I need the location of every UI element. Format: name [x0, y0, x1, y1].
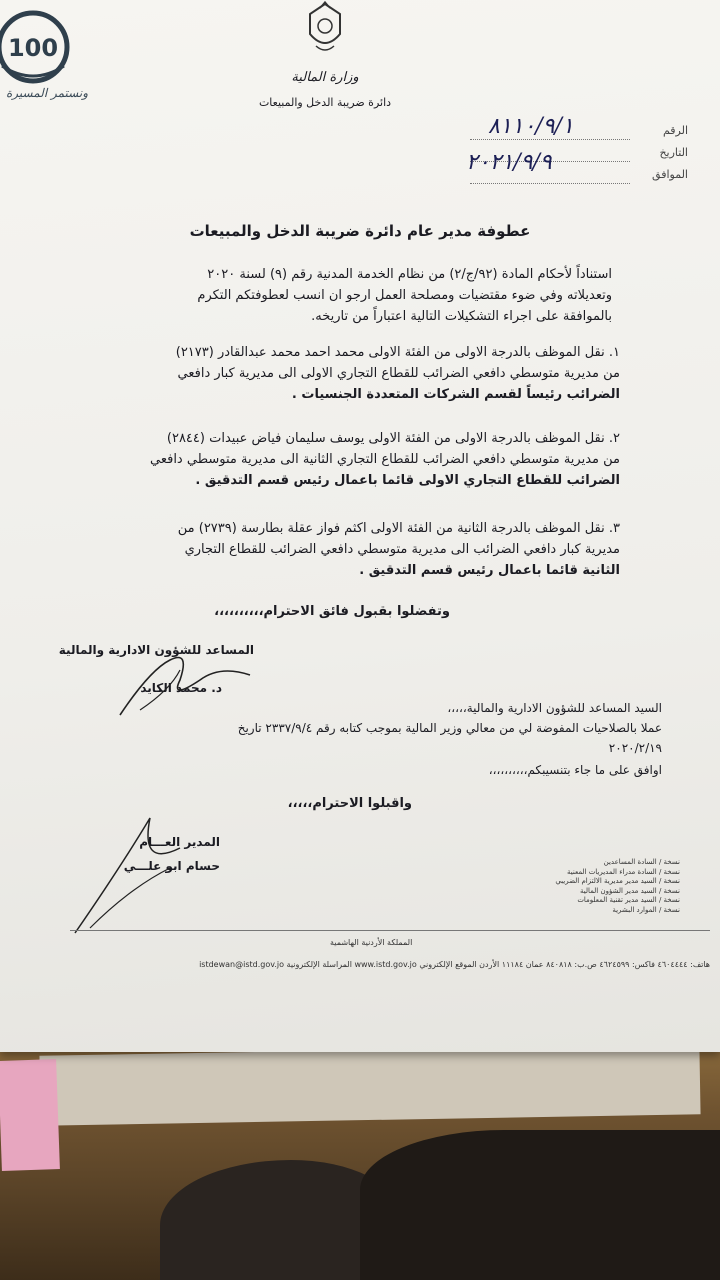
transfer-item-2 — [0, 428, 620, 491]
reply-line-2: ٢٠٢٠/٢/١٩ — [608, 741, 662, 755]
cc-item: نسخة / السيد مدير مديرية الالتزام الضريبي — [555, 877, 680, 885]
signature-2-icon — [70, 808, 230, 938]
cc-item: نسخة / السيد مدير الشؤون المالية — [579, 886, 680, 895]
closing-line-1: وتفضلوا بقبول فائق الاحترام،،،،،،،،،، — [214, 604, 450, 619]
signer2-name: حسام ابو علـــي — [123, 859, 220, 873]
item-line: مديرية كبار دافعي الضرائب الى مديرية متوسطي دافعي الضرائب للقطاع التجاري — [184, 542, 620, 557]
ref-value: ٨١١٠/٩/١ — [488, 114, 574, 139]
hijri-label: الموافق — [652, 168, 688, 181]
ministry-name: وزارة المالية — [291, 70, 359, 85]
signer1-name: د. محمد الكايد — [140, 681, 222, 695]
logo-caption: ونستمر المسيرة — [6, 86, 88, 100]
item-line: من مديرية متوسطي دافعي الضرائب للقطاع التجاري الثانية الى مديرية متوسطي دافعي — [150, 452, 620, 467]
item-line: الضرائب رئيساً لقسم الشركات المتعددة الجنسيات . — [291, 387, 620, 402]
intro-paragraph — [0, 264, 612, 327]
intro-line: وتعديلاته وفي ضوء مقتضيات ومصلحة العمل ارجو ان انسب لعطوفتكم التكرم — [197, 288, 612, 303]
cc-item: نسخة / السيد مدير تقنية المعلومات — [577, 896, 680, 904]
closing-line-2: واقبلوا الاحترام،،،،، — [287, 796, 412, 811]
footer-contact: هاتف: ٤٦٠٤٤٤٤ فاكس: ٤٦٢٤٥٩٩ ص.ب: ٨٤٠٨١٨ عمان ١١١٨٤ الأردن الموقع الإلكتروني www.istd.gov.jo المراسلة الإلكترونية istdewan@istd.gov.jo — [199, 960, 710, 969]
footer-divider — [70, 930, 710, 931]
item-line: من مديرية متوسطي دافعي الضرائب للقطاع التجاري الاولى الى مديرية كبار دافعي — [177, 366, 620, 381]
reply-line-1: عملا بالصلاحيات المفوضة لي من معالي وزير المالية بموجب كتابه رقم ٢٣٣٧/٩/٤ تاريخ — [237, 721, 662, 735]
item-line: ٣. نقل الموظف بالدرجة الثانية من الفئة الاولى اكثم فواز عقلة بطارسة (٢٧٣٩) من — [177, 521, 620, 536]
date-value: ٢٠٢١/٩/٩ — [466, 150, 552, 175]
date-label: التاريخ — [659, 146, 688, 159]
item-line: ٢. نقل الموظف بالدرجة الاولى من الفئة الاولى يوسف سليمان فياض عبيدات (٢٨٤٤) — [166, 431, 620, 446]
cc-item: نسخة / السادة المساعدين — [603, 858, 680, 866]
reply-addressee: السيد المساعد للشؤون الادارية والمالية،،،،، — [447, 701, 662, 715]
reply-line-3: اوافق على ما جاء بتنسيبكم،،،،،،،،،، — [488, 763, 662, 777]
cc-list — [500, 858, 680, 915]
item-line: الضرائب للقطاع التجاري الاولى قائما باعمال رئيس قسم التدقيق . — [195, 473, 620, 488]
transfer-item-1 — [0, 342, 620, 405]
item-line: الثانية قائما باعمال رئيس قسم التدقيق . — [359, 563, 620, 578]
signer1-title: المساعد للشؤون الادارية والمالية — [58, 643, 254, 657]
shadow-object — [360, 1130, 720, 1280]
signer2-title: المدير العـــام — [139, 835, 220, 849]
logo-number: 100 — [7, 34, 59, 62]
intro-line: استناداً لأحكام المادة (٩٢/ج/٢) من نظام الخدمة المدنية رقم (٩) لسنة ٢٠٢٠ — [207, 267, 612, 282]
cc-item: نسخة / الموارد البشرية — [612, 905, 680, 914]
ref-label: الرقم — [662, 124, 688, 137]
letter-subject: عطوفة مدير عام دائرة ضريبة الدخل والمبيعات — [189, 222, 531, 240]
coat-of-arms-icon — [296, 0, 354, 58]
centenary-logo-icon — [0, 6, 74, 88]
pink-sheet — [0, 1059, 60, 1171]
footer-kingdom: المملكة الأردنية الهاشمية — [330, 938, 413, 947]
intro-line: بالموافقة على اجراء التشكيلات التالية اعتباراً من تاريخه. — [311, 309, 612, 324]
transfer-item-3 — [0, 518, 620, 581]
cc-item: نسخة / السادة مدراء المديريات المعنية — [567, 867, 680, 876]
department-name: دائرة ضريبة الدخل والمبيعات — [258, 96, 392, 109]
underlying-sheet — [39, 1044, 700, 1126]
item-line: ١. نقل الموظف بالدرجة الاولى من الفئة الاولى محمد احمد محمد عبدالقادر (٢١٧٣) — [175, 345, 620, 360]
hijri-line — [470, 182, 630, 184]
